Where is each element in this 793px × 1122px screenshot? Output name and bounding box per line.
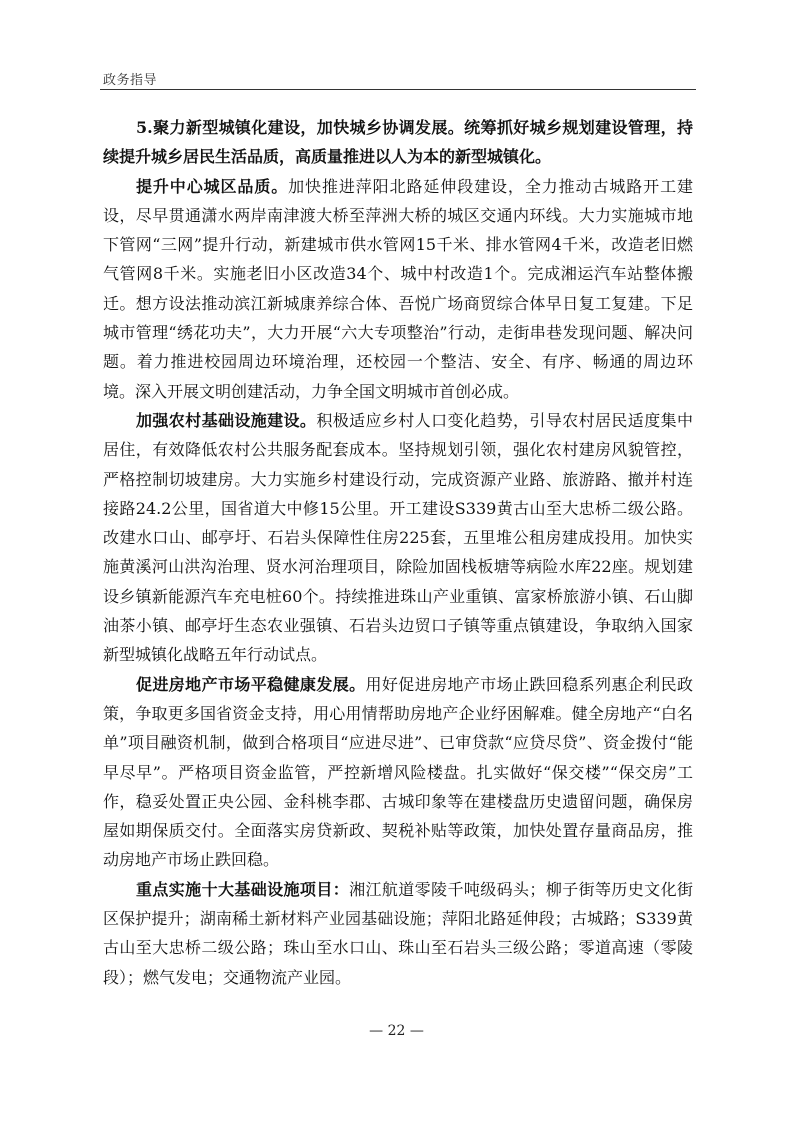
paragraph-rural-infrastructure	[103, 406, 693, 670]
paragraph-lead: 加强农村基础设施建设。	[136, 410, 317, 430]
paragraph-lead: 重点实施十大基础设施项目：	[136, 879, 350, 899]
paragraph-body: 用好促进房地产市场止跌回稳系列惠企利民政策，争取更多国省资金支持，用心用情帮助房地产企业纾困解难。健全房地产“白名单”项目融资机制，做到合格项目“应进尽进”、已审贷款“应贷尽贷”、资金拨付“能早尽早”。严格项目资金监管，严控新增风险楼盘。扎实做好“保交楼”“保交房”工作，稳妥处置正央公园、金科桃李郡、古城印象等在建楼盘历史遗留问题，确保房屋如期保质交付。全面落实房贷新政、契税补贴等政策，加快处置存量商品房，推动房地产市场止跌回稳。	[103, 674, 693, 870]
main-content	[103, 113, 693, 992]
paragraph-urban-quality	[103, 172, 693, 406]
header-divider	[100, 89, 696, 90]
page-number: — 22 —	[369, 1023, 424, 1039]
paragraph-body: 湘江航道零陵千吨级码头；柳子街等历史文化街区保护提升；湖南稀土新材料产业园基础设施；萍阳北路延伸段；古城路；S339黄古山至大忠桥二级公路；珠山至水口山、珠山至石岩头三级公路；零道高速（零陵段）；燃气发电；交通物流产业园。	[103, 879, 693, 987]
paragraph-key-projects	[103, 875, 693, 992]
paragraph-lead: 促进房地产市场平稳健康发展。	[136, 674, 366, 694]
running-header: 政务指导	[103, 73, 158, 88]
paragraph-body: 加快推进萍阳北路延伸段建设，全力推动古城路开工建设，尽早贯通潇水两岸南津渡大桥至萍洲大桥的城区交通内环线。大力实施城市地下管网“三网”提升行动，新建城市供水管网15千米、排水管网4千米，改造老旧燃气管网8千米。实施老旧小区改造34个、城中村改造1个。完成湘运汽车站整体搬迁。想方设法推动滨江新城康养综合体、吾悦广场商贸综合体早日复工复建。下足城市管理“绣花功夫”，大力开展“六大专项整治”行动，走街串巷发现问题、解决问题。着力推进校园周边环境治理，还校园一个整洁、安全、有序、畅通的周边环境。深入开展文明创建活动，力争全国文明城市首创必成。	[103, 176, 693, 401]
paragraph-body: 积极适应乡村人口变化趋势，引导农村居民适度集中居住，有效降低农村公共服务配套成本。坚持规划引领，强化农村建房风貌管控，严格控制切坡建房。大力实施乡村建设行动，完成资源产业路、旅游路、撤并村连接路24.2公里，国省道大中修15公里。开工建设S339黄古山至大忠桥二级公路。改建水口山、邮亭圩、石岩头保障性住房225套，五里堆公租房建成投用。加快实施黄溪河山洪沟治理、贤水河治理项目，除险加固栈板塘等病险水库22座。规划建设乡镇新能源汽车充电桩60个。持续推进珠山产业重镇、富家桥旅游小镇、石山脚油茶小镇、邮亭圩生态农业强镇、石岩头边贸口子镇等重点镇建设，争取纳入国家新型城镇化战略五年行动试点。	[103, 410, 693, 665]
section-heading: 5.聚力新型城镇化建设，加快城乡协调发展。统筹抓好城乡规划建设管理，持续提升城乡居民生活品质，高质量推进以人为本的新型城镇化。	[103, 118, 693, 167]
paragraph-real-estate	[103, 670, 693, 875]
paragraph-lead: 提升中心城区品质。	[136, 176, 289, 196]
